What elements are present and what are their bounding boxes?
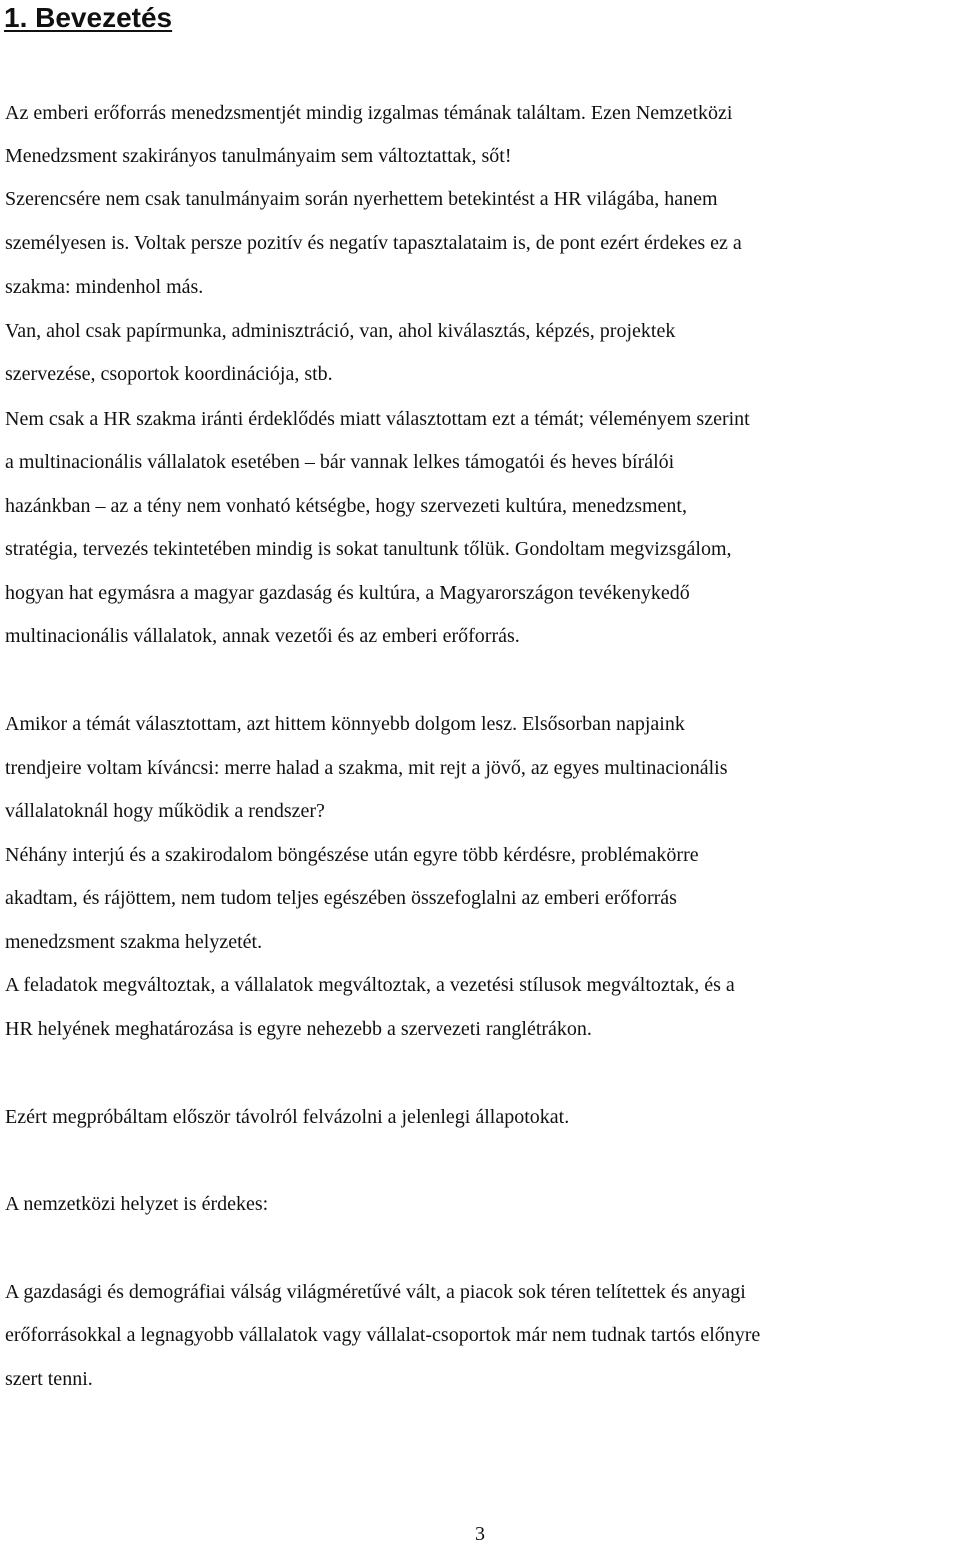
text-line: szervezése, csoportok koordinációja, stb. [5, 363, 333, 385]
text-line: A feladatok megváltoztak, a vállalatok megváltoztak, a vezetési stílusok megváltoztak, és a [5, 974, 735, 996]
text-line: Nem csak a HR szakma iránti érdeklődés miatt választottam ezt a témát; véleményem szerint [5, 408, 750, 430]
text-line: HR helyének meghatározása is egyre nehezebb a szervezeti ranglétrákon. [5, 1018, 592, 1040]
text-line: trendjeire voltam kíváncsi: merre halad a szakma, mit rejt a jövő, az egyes multinacionális [5, 757, 728, 779]
text-line: hazánkban – az a tény nem vonható kétségbe, hogy szervezeti kultúra, menedzsment, [5, 495, 687, 517]
text-line: Ezért megpróbáltam először távolról felvázolni a jelenlegi állapotokat. [5, 1106, 570, 1128]
text-line: akadtam, és rájöttem, nem tudom teljes egészében összefoglalni az emberi erőforrás [5, 887, 677, 909]
section-heading: 1. Bevezetés [4, 2, 173, 33]
text-line: multinacionális vállalatok, annak vezetői és az emberi erőforrás. [5, 625, 520, 647]
text-line: szakma: mindenhol más. [5, 276, 204, 298]
text-line: A nemzetközi helyzet is érdekes: [5, 1193, 269, 1215]
text-line: A gazdasági és demográfiai válság világméretűvé vált, a piacok sok téren telítettek és anyagi [5, 1281, 746, 1303]
text-line: Szerencsére nem csak tanulmányaim során nyerhettem betekintést a HR világába, hanem [5, 188, 718, 210]
text-line: vállalatoknál hogy működik a rendszer? [5, 800, 325, 822]
text-line: Az emberi erőforrás menedzsmentjét mindig izgalmas témának találtam. Ezen Nemzetközi [5, 102, 733, 124]
text-line: Amikor a témát választottam, azt hittem könnyebb dolgom lesz. Elsősorban napjaink [5, 713, 685, 735]
text-line: szert tenni. [5, 1368, 93, 1390]
text-line: erőforrásokkal a legnagyobb vállalatok vagy vállalat-csoportok már nem tudnak tartós előnyre [5, 1324, 761, 1346]
text-line: Menedzsment szakirányos tanulmányaim sem változtattak, sőt! [5, 145, 512, 167]
text-line: a multinacionális vállalatok esetében – bár vannak lelkes támogatói és heves bírálói [5, 451, 675, 473]
text-line: Néhány interjú és a szakirodalom böngészése után egyre több kérdésre, problémakörre [5, 844, 699, 866]
text-line: személyesen is. Voltak persze pozitív és negatív tapasztalataim is, de pont ezért érdekes ez a [5, 232, 742, 254]
page-number: 3 [475, 1523, 485, 1545]
text-line: Van, ahol csak papírmunka, adminisztráció, van, ahol kiválasztás, képzés, projektek [5, 320, 676, 342]
text-line: hogyan hat egymásra a magyar gazdaság és kultúra, a Magyarországon tevékenykedő [5, 582, 690, 604]
text-line: stratégia, tervezés tekintetében mindig is sokat tanultunk tőlük. Gondoltam megvizsgálom, [5, 538, 732, 560]
text-line: menedzsment szakma helyzetét. [5, 931, 263, 953]
